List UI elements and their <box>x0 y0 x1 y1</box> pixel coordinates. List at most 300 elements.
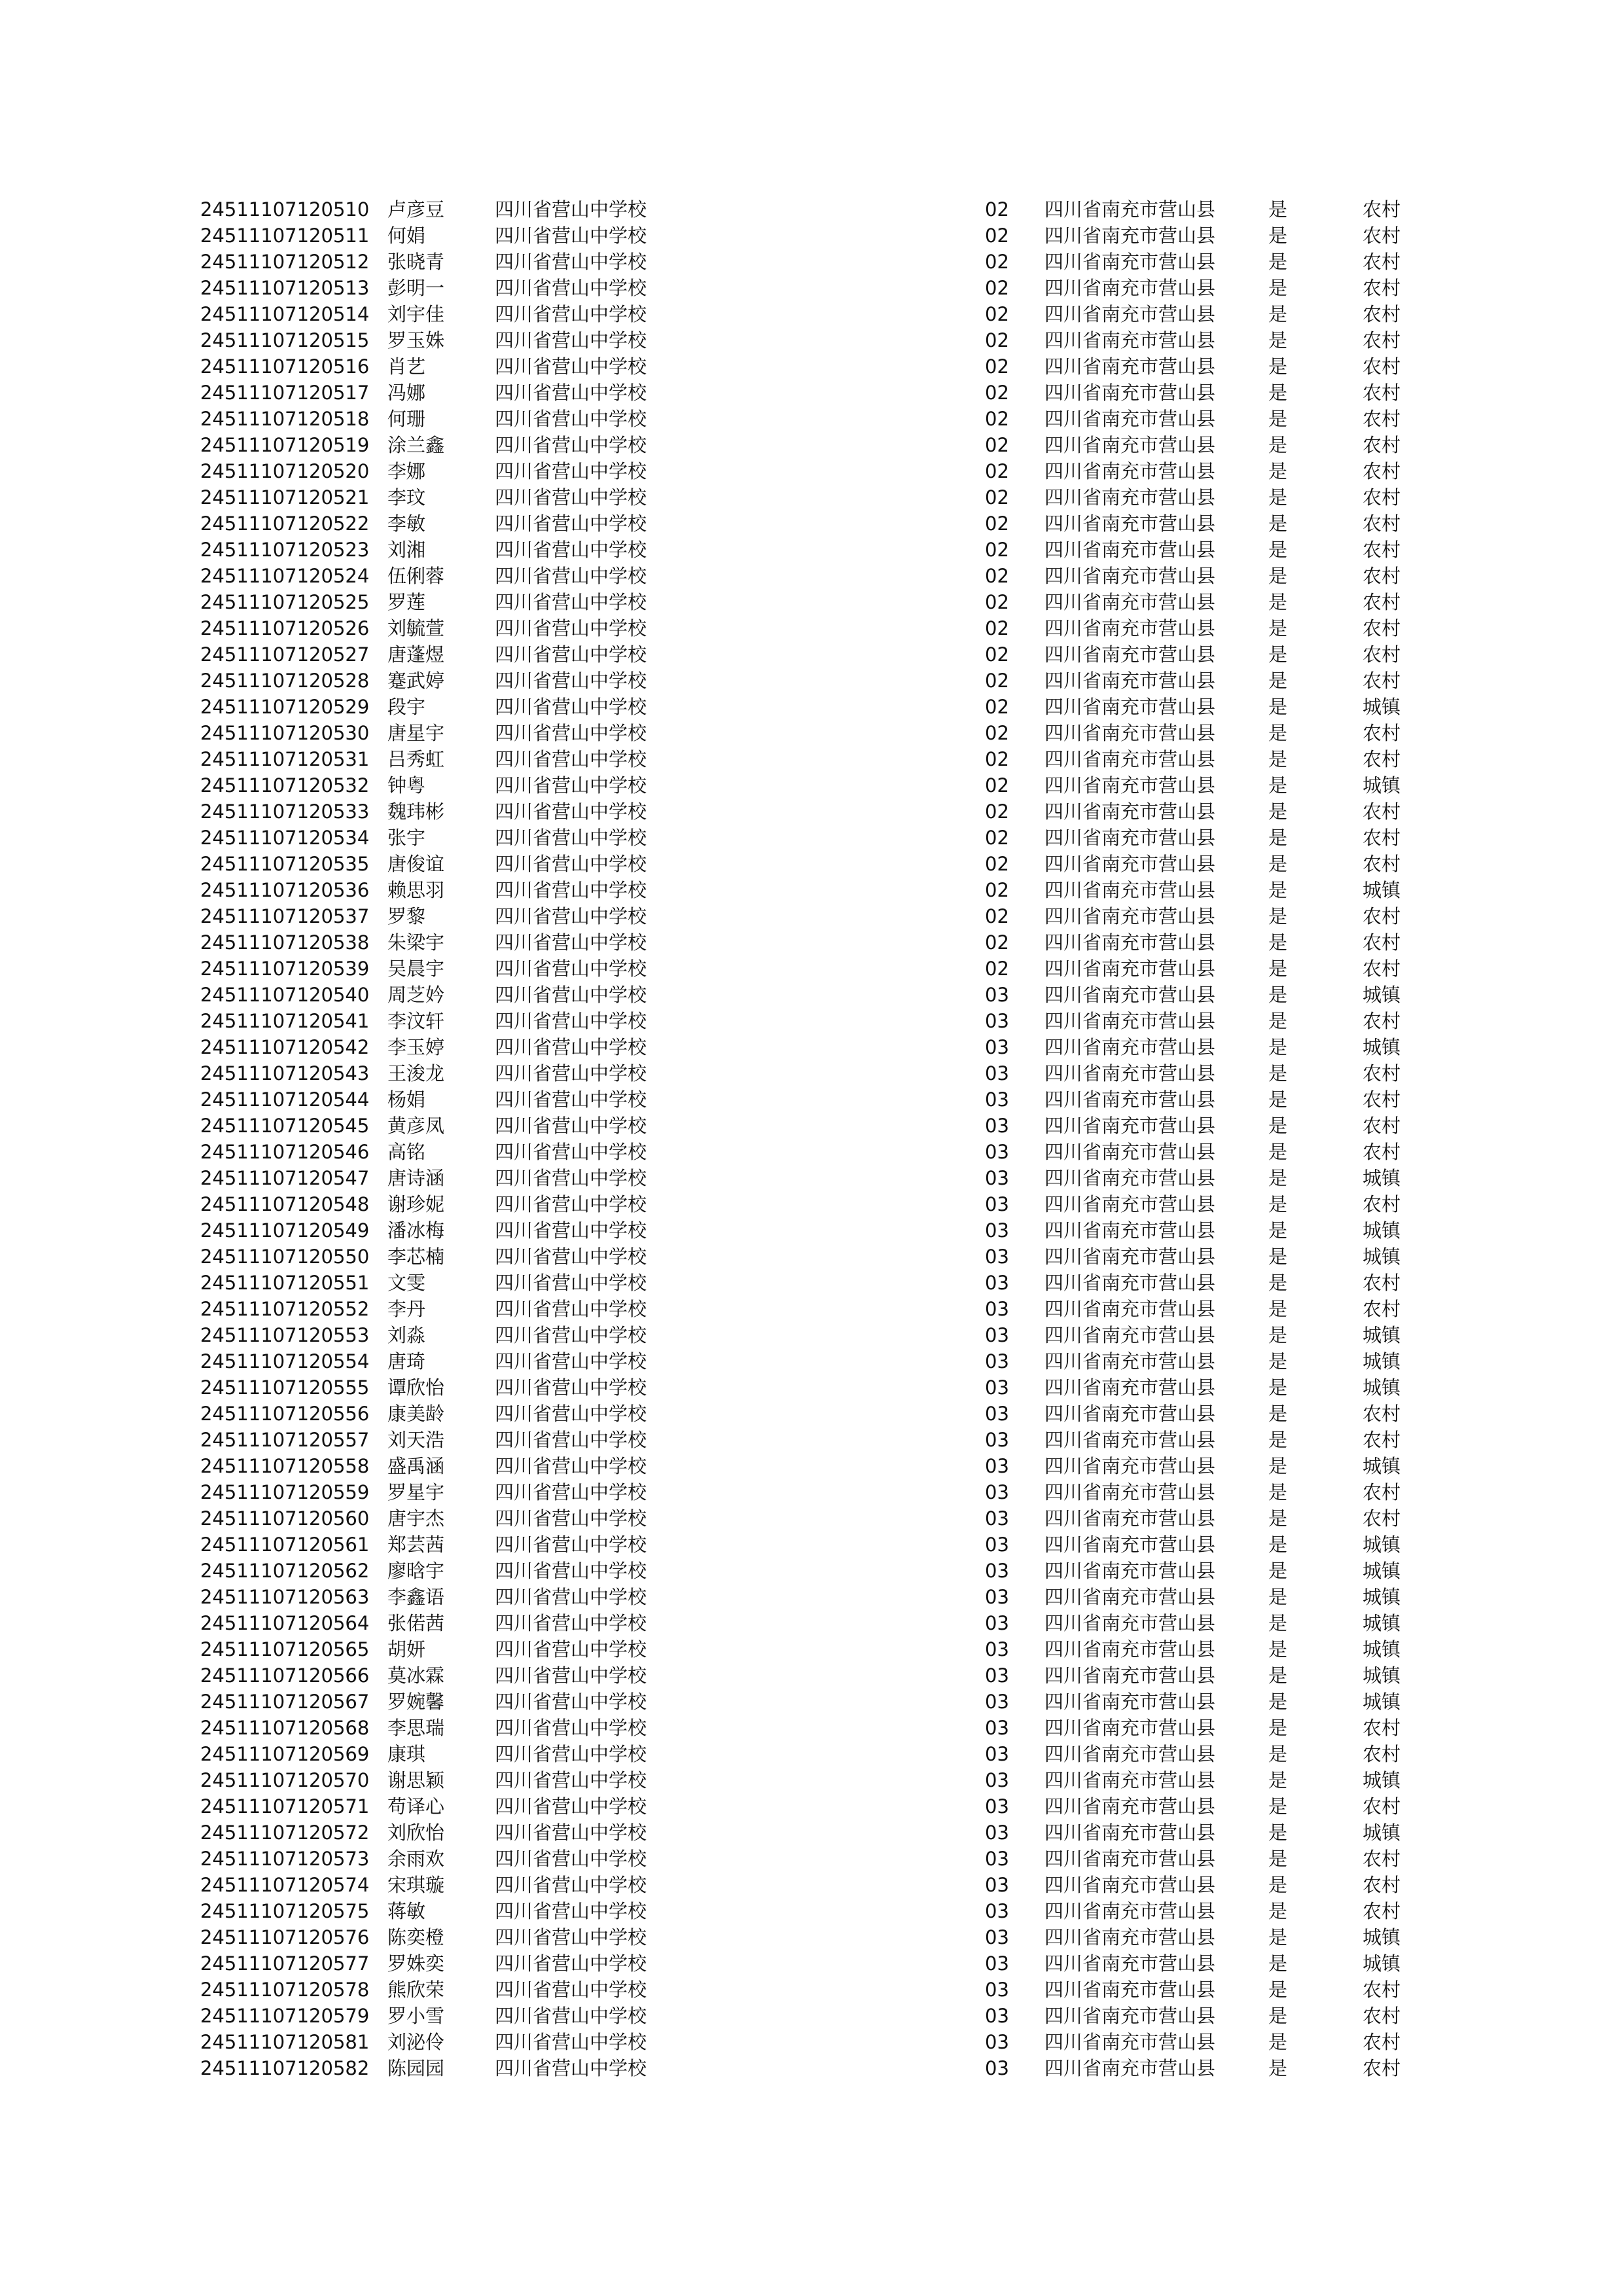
table-row <box>0 432 1623 458</box>
table-row <box>0 458 1623 484</box>
residence-type: 农村 <box>1363 408 1401 430</box>
student-name: 唐蓬煜 <box>387 643 445 666</box>
region: 四川省南充市营山县 <box>1044 1115 1216 1137</box>
residence-type: 城镇 <box>1363 1560 1401 1582</box>
student-name: 张晓青 <box>387 251 445 273</box>
school-name: 四川省营山中学校 <box>495 1874 647 1896</box>
student-id: 24511107120559 <box>200 1481 370 1503</box>
region: 四川省南充市营山县 <box>1044 1560 1216 1582</box>
flag-value: 是 <box>1268 2031 1288 2053</box>
student-id: 24511107120571 <box>200 1795 370 1818</box>
student-name: 段宇 <box>387 696 426 718</box>
category-code: 03 <box>985 2005 1009 2027</box>
school-name: 四川省营山中学校 <box>495 1429 647 1451</box>
table-row <box>0 1113 1623 1139</box>
category-code: 02 <box>985 905 1009 927</box>
flag-value: 是 <box>1268 198 1288 221</box>
student-id: 24511107120582 <box>200 2057 370 2079</box>
student-name: 李玟 <box>387 486 426 509</box>
table-row <box>0 1348 1623 1374</box>
region: 四川省南充市营山县 <box>1044 460 1216 482</box>
table-row <box>0 484 1623 511</box>
table-row <box>0 1217 1623 1244</box>
category-code: 03 <box>985 1193 1009 1215</box>
table-row <box>0 929 1623 956</box>
student-id: 24511107120547 <box>200 1167 370 1189</box>
region: 四川省南充市营山县 <box>1044 931 1216 954</box>
flag-value: 是 <box>1268 303 1288 325</box>
flag-value: 是 <box>1268 879 1288 901</box>
school-name: 四川省营山中学校 <box>495 1612 647 1634</box>
flag-value: 是 <box>1268 1952 1288 1975</box>
region: 四川省南充市营山县 <box>1044 984 1216 1006</box>
student-name: 潘冰梅 <box>387 1219 445 1242</box>
residence-type: 农村 <box>1363 355 1401 378</box>
category-code: 02 <box>985 931 1009 954</box>
residence-type: 城镇 <box>1363 1324 1401 1346</box>
category-code: 03 <box>985 1403 1009 1425</box>
flag-value: 是 <box>1268 1272 1288 1294</box>
table-row <box>0 1636 1623 1662</box>
school-name: 四川省营山中学校 <box>495 1638 647 1660</box>
category-code: 02 <box>985 748 1009 770</box>
student-id: 24511107120533 <box>200 800 370 823</box>
flag-value: 是 <box>1268 617 1288 639</box>
student-name: 蹇武婷 <box>387 670 445 692</box>
table-row <box>0 694 1623 720</box>
category-code: 03 <box>985 1167 1009 1189</box>
category-code: 03 <box>985 1272 1009 1294</box>
flag-value: 是 <box>1268 277 1288 299</box>
flag-value: 是 <box>1268 1246 1288 1268</box>
residence-type: 农村 <box>1363 1403 1401 1425</box>
school-name: 四川省营山中学校 <box>495 1691 647 1713</box>
table-row <box>0 877 1623 903</box>
residence-type: 农村 <box>1363 512 1401 535</box>
residence-type: 城镇 <box>1363 1455 1401 1477</box>
table-row <box>0 1662 1623 1689</box>
table-row <box>0 720 1623 746</box>
student-name: 陈园园 <box>387 2057 445 2079</box>
table-row <box>0 196 1623 223</box>
category-code: 02 <box>985 460 1009 482</box>
school-name: 四川省营山中学校 <box>495 1821 647 1844</box>
category-code: 03 <box>985 1900 1009 1922</box>
flag-value: 是 <box>1268 1900 1288 1922</box>
region: 四川省南充市营山县 <box>1044 565 1216 587</box>
student-id: 24511107120551 <box>200 1272 370 1294</box>
residence-type: 城镇 <box>1363 1350 1401 1372</box>
region: 四川省南充市营山县 <box>1044 1612 1216 1634</box>
category-code: 02 <box>985 512 1009 535</box>
category-code: 03 <box>985 1219 1009 1242</box>
flag-value: 是 <box>1268 905 1288 927</box>
student-name: 罗玉姝 <box>387 329 445 351</box>
flag-value: 是 <box>1268 1795 1288 1818</box>
region: 四川省南充市营山县 <box>1044 1926 1216 1948</box>
flag-value: 是 <box>1268 1638 1288 1660</box>
category-code: 03 <box>985 1350 1009 1372</box>
school-name: 四川省营山中学校 <box>495 329 647 351</box>
residence-type: 城镇 <box>1363 1769 1401 1791</box>
region: 四川省南充市营山县 <box>1044 1534 1216 1556</box>
school-name: 四川省营山中学校 <box>495 2005 647 2027</box>
student-id: 24511107120535 <box>200 853 370 875</box>
residence-type: 农村 <box>1363 1481 1401 1503</box>
residence-type: 农村 <box>1363 1900 1401 1922</box>
residence-type: 农村 <box>1363 486 1401 509</box>
region: 四川省南充市营山县 <box>1044 1350 1216 1372</box>
student-name: 周芝妗 <box>387 984 445 1006</box>
table-row <box>0 2029 1623 2055</box>
flag-value: 是 <box>1268 1324 1288 1346</box>
table-row <box>0 1898 1623 1924</box>
student-id: 24511107120530 <box>200 722 370 744</box>
student-id: 24511107120525 <box>200 591 370 613</box>
flag-value: 是 <box>1268 591 1288 613</box>
student-name: 张宇 <box>387 827 426 849</box>
flag-value: 是 <box>1268 1979 1288 2001</box>
region: 四川省南充市营山县 <box>1044 1874 1216 1896</box>
school-name: 四川省营山中学校 <box>495 1062 647 1085</box>
student-name: 罗黎 <box>387 905 426 927</box>
category-code: 02 <box>985 853 1009 875</box>
student-id: 24511107120526 <box>200 617 370 639</box>
table-row <box>0 1244 1623 1270</box>
residence-type: 农村 <box>1363 565 1401 587</box>
residence-type: 农村 <box>1363 1141 1401 1163</box>
region: 四川省南充市营山县 <box>1044 1717 1216 1739</box>
table-row <box>0 327 1623 353</box>
student-name: 胡妍 <box>387 1638 426 1660</box>
student-name: 苟译心 <box>387 1795 445 1818</box>
school-name: 四川省营山中学校 <box>495 1848 647 1870</box>
school-name: 四川省营山中学校 <box>495 617 647 639</box>
student-id: 24511107120522 <box>200 512 370 535</box>
school-name: 四川省营山中学校 <box>495 643 647 666</box>
student-id: 24511107120517 <box>200 382 370 404</box>
school-name: 四川省营山中学校 <box>495 1534 647 1556</box>
table-row <box>0 746 1623 772</box>
table-row <box>0 380 1623 406</box>
category-code: 02 <box>985 670 1009 692</box>
student-name: 罗婉馨 <box>387 1691 445 1713</box>
flag-value: 是 <box>1268 1115 1288 1137</box>
student-id: 24511107120556 <box>200 1403 370 1425</box>
student-name: 李敏 <box>387 512 426 535</box>
flag-value: 是 <box>1268 1769 1288 1791</box>
flag-value: 是 <box>1268 774 1288 797</box>
flag-value: 是 <box>1268 1298 1288 1320</box>
student-name: 唐俊谊 <box>387 853 445 875</box>
residence-type: 城镇 <box>1363 1246 1401 1268</box>
flag-value: 是 <box>1268 1612 1288 1634</box>
student-name: 刘淼 <box>387 1324 426 1346</box>
school-name: 四川省营山中学校 <box>495 1455 647 1477</box>
table-row <box>0 1427 1623 1453</box>
student-id: 24511107120540 <box>200 984 370 1006</box>
residence-type: 城镇 <box>1363 1167 1401 1189</box>
category-code: 03 <box>985 1874 1009 1896</box>
region: 四川省南充市营山县 <box>1044 2031 1216 2053</box>
flag-value: 是 <box>1268 748 1288 770</box>
student-name: 余雨欢 <box>387 1848 445 1870</box>
student-id: 24511107120565 <box>200 1638 370 1660</box>
region: 四川省南充市营山县 <box>1044 1691 1216 1713</box>
school-name: 四川省营山中学校 <box>495 277 647 299</box>
student-name: 李汶轩 <box>387 1010 445 1032</box>
flag-value: 是 <box>1268 1429 1288 1451</box>
residence-type: 城镇 <box>1363 696 1401 718</box>
category-code: 03 <box>985 1141 1009 1163</box>
student-name: 刘毓萱 <box>387 617 445 639</box>
school-name: 四川省营山中学校 <box>495 2057 647 2079</box>
table-row <box>0 223 1623 249</box>
school-name: 四川省营山中学校 <box>495 827 647 849</box>
table-row <box>0 511 1623 537</box>
flag-value: 是 <box>1268 1481 1288 1503</box>
student-name: 文雯 <box>387 1272 426 1294</box>
flag-value: 是 <box>1268 696 1288 718</box>
table-row <box>0 1767 1623 1793</box>
student-name: 黄彦凤 <box>387 1115 445 1137</box>
student-id: 24511107120523 <box>200 539 370 561</box>
student-id: 24511107120519 <box>200 434 370 456</box>
student-id: 24511107120524 <box>200 565 370 587</box>
student-id: 24511107120564 <box>200 1612 370 1634</box>
student-name: 刘湘 <box>387 539 426 561</box>
table-row <box>0 249 1623 275</box>
category-code: 03 <box>985 1821 1009 1844</box>
region: 四川省南充市营山县 <box>1044 1638 1216 1660</box>
region: 四川省南充市营山县 <box>1044 1979 1216 2001</box>
school-name: 四川省营山中学校 <box>495 224 647 247</box>
category-code: 03 <box>985 1586 1009 1608</box>
student-id: 24511107120555 <box>200 1376 370 1399</box>
category-code: 02 <box>985 617 1009 639</box>
residence-type: 城镇 <box>1363 1638 1401 1660</box>
category-code: 02 <box>985 382 1009 404</box>
student-name: 肖艺 <box>387 355 426 378</box>
student-id: 24511107120575 <box>200 1900 370 1922</box>
flag-value: 是 <box>1268 1821 1288 1844</box>
student-name: 何娟 <box>387 224 426 247</box>
student-name: 熊欣荣 <box>387 1979 445 2001</box>
table-row <box>0 772 1623 798</box>
flag-value: 是 <box>1268 2057 1288 2079</box>
residence-type: 城镇 <box>1363 774 1401 797</box>
flag-value: 是 <box>1268 539 1288 561</box>
flag-value: 是 <box>1268 1403 1288 1425</box>
school-name: 四川省营山中学校 <box>495 748 647 770</box>
residence-type: 农村 <box>1363 853 1401 875</box>
student-name: 宋琪璇 <box>387 1874 445 1896</box>
category-code: 03 <box>985 1429 1009 1451</box>
residence-type: 农村 <box>1363 1010 1401 1032</box>
residence-type: 农村 <box>1363 931 1401 954</box>
residence-type: 农村 <box>1363 958 1401 980</box>
flag-value: 是 <box>1268 1926 1288 1948</box>
category-code: 03 <box>985 1795 1009 1818</box>
student-id: 24511107120578 <box>200 1979 370 2001</box>
school-name: 四川省营山中学校 <box>495 591 647 613</box>
table-row <box>0 1872 1623 1898</box>
school-name: 四川省营山中学校 <box>495 355 647 378</box>
school-name: 四川省营山中学校 <box>495 1010 647 1032</box>
residence-type: 农村 <box>1363 2005 1401 2027</box>
school-name: 四川省营山中学校 <box>495 539 647 561</box>
residence-type: 农村 <box>1363 670 1401 692</box>
student-id: 24511107120531 <box>200 748 370 770</box>
school-name: 四川省营山中学校 <box>495 1088 647 1111</box>
table-row <box>0 1191 1623 1217</box>
region: 四川省南充市营山县 <box>1044 1403 1216 1425</box>
category-code: 02 <box>985 277 1009 299</box>
residence-type: 农村 <box>1363 460 1401 482</box>
student-id: 24511107120513 <box>200 277 370 299</box>
residence-type: 农村 <box>1363 277 1401 299</box>
school-name: 四川省营山中学校 <box>495 984 647 1006</box>
region: 四川省南充市营山县 <box>1044 1586 1216 1608</box>
category-code: 02 <box>985 486 1009 509</box>
school-name: 四川省营山中学校 <box>495 1926 647 1948</box>
student-name: 刘宇佳 <box>387 303 445 325</box>
category-code: 02 <box>985 329 1009 351</box>
school-name: 四川省营山中学校 <box>495 382 647 404</box>
region: 四川省南充市营山县 <box>1044 1848 1216 1870</box>
residence-type: 农村 <box>1363 251 1401 273</box>
school-name: 四川省营山中学校 <box>495 1586 647 1608</box>
category-code: 03 <box>985 1534 1009 1556</box>
region: 四川省南充市营山县 <box>1044 722 1216 744</box>
residence-type: 农村 <box>1363 1193 1401 1215</box>
student-id: 24511107120514 <box>200 303 370 325</box>
table-row <box>0 353 1623 380</box>
region: 四川省南充市营山县 <box>1044 1219 1216 1242</box>
residence-type: 城镇 <box>1363 1586 1401 1608</box>
region: 四川省南充市营山县 <box>1044 643 1216 666</box>
flag-value: 是 <box>1268 1350 1288 1372</box>
residence-type: 农村 <box>1363 1429 1401 1451</box>
flag-value: 是 <box>1268 1141 1288 1163</box>
table-row <box>0 1374 1623 1401</box>
table-row <box>0 903 1623 929</box>
school-name: 四川省营山中学校 <box>495 1795 647 1818</box>
student-id: 24511107120520 <box>200 460 370 482</box>
category-code: 03 <box>985 1455 1009 1477</box>
residence-type: 农村 <box>1363 800 1401 823</box>
flag-value: 是 <box>1268 408 1288 430</box>
table-row <box>0 1505 1623 1532</box>
student-id: 24511107120512 <box>200 251 370 273</box>
residence-type: 农村 <box>1363 434 1401 456</box>
region: 四川省南充市营山县 <box>1044 617 1216 639</box>
student-name: 杨娟 <box>387 1088 426 1111</box>
region: 四川省南充市营山县 <box>1044 434 1216 456</box>
region: 四川省南充市营山县 <box>1044 251 1216 273</box>
category-code: 03 <box>985 1010 1009 1032</box>
category-code: 03 <box>985 1481 1009 1503</box>
school-name: 四川省营山中学校 <box>495 931 647 954</box>
student-name: 何珊 <box>387 408 426 430</box>
student-name: 唐宇杰 <box>387 1507 445 1530</box>
student-id: 24511107120581 <box>200 2031 370 2053</box>
flag-value: 是 <box>1268 1507 1288 1530</box>
school-name: 四川省营山中学校 <box>495 853 647 875</box>
student-id: 24511107120568 <box>200 1717 370 1739</box>
residence-type: 农村 <box>1363 827 1401 849</box>
residence-type: 农村 <box>1363 224 1401 247</box>
student-id: 24511107120528 <box>200 670 370 692</box>
student-name: 伍俐蓉 <box>387 565 445 587</box>
residence-type: 农村 <box>1363 382 1401 404</box>
residence-type: 城镇 <box>1363 984 1401 1006</box>
category-code: 02 <box>985 879 1009 901</box>
school-name: 四川省营山中学校 <box>495 1115 647 1137</box>
category-code: 03 <box>985 1979 1009 2001</box>
region: 四川省南充市营山县 <box>1044 1167 1216 1189</box>
table-row <box>0 641 1623 668</box>
region: 四川省南充市营山县 <box>1044 1246 1216 1268</box>
student-name: 朱梁宇 <box>387 931 445 954</box>
region: 四川省南充市营山县 <box>1044 355 1216 378</box>
region: 四川省南充市营山县 <box>1044 1141 1216 1163</box>
residence-type: 城镇 <box>1363 1612 1401 1634</box>
region: 四川省南充市营山县 <box>1044 1821 1216 1844</box>
table-row <box>0 956 1623 982</box>
region: 四川省南充市营山县 <box>1044 329 1216 351</box>
residence-type: 农村 <box>1363 1743 1401 1765</box>
region: 四川省南充市营山县 <box>1044 1376 1216 1399</box>
flag-value: 是 <box>1268 224 1288 247</box>
student-id: 24511107120570 <box>200 1769 370 1791</box>
student-name: 刘天浩 <box>387 1429 445 1451</box>
student-name: 彭明一 <box>387 277 445 299</box>
table-row <box>0 406 1623 432</box>
student-name: 廖晗宇 <box>387 1560 445 1582</box>
student-name: 李思瑞 <box>387 1717 445 1739</box>
school-name: 四川省营山中学校 <box>495 1403 647 1425</box>
student-name: 刘泌伶 <box>387 2031 445 2053</box>
table-row <box>0 1296 1623 1322</box>
school-name: 四川省营山中学校 <box>495 565 647 587</box>
region: 四川省南充市营山县 <box>1044 1455 1216 1477</box>
school-name: 四川省营山中学校 <box>495 670 647 692</box>
flag-value: 是 <box>1268 1193 1288 1215</box>
region: 四川省南充市营山县 <box>1044 1952 1216 1975</box>
table-row <box>0 1322 1623 1348</box>
region: 四川省南充市营山县 <box>1044 1900 1216 1922</box>
student-id: 24511107120543 <box>200 1062 370 1085</box>
category-code: 03 <box>985 1507 1009 1530</box>
flag-value: 是 <box>1268 643 1288 666</box>
school-name: 四川省营山中学校 <box>495 800 647 823</box>
school-name: 四川省营山中学校 <box>495 303 647 325</box>
region: 四川省南充市营山县 <box>1044 670 1216 692</box>
flag-value: 是 <box>1268 1717 1288 1739</box>
student-id: 24511107120549 <box>200 1219 370 1242</box>
student-id: 24511107120541 <box>200 1010 370 1032</box>
student-name: 唐星宇 <box>387 722 445 744</box>
school-name: 四川省营山中学校 <box>495 1376 647 1399</box>
residence-type: 城镇 <box>1363 879 1401 901</box>
region: 四川省南充市营山县 <box>1044 277 1216 299</box>
school-name: 四川省营山中学校 <box>495 1979 647 2001</box>
student-name: 罗星宇 <box>387 1481 445 1503</box>
student-name: 罗小雪 <box>387 2005 445 2027</box>
table-row <box>0 1532 1623 1558</box>
student-name: 卢彦豆 <box>387 198 445 221</box>
